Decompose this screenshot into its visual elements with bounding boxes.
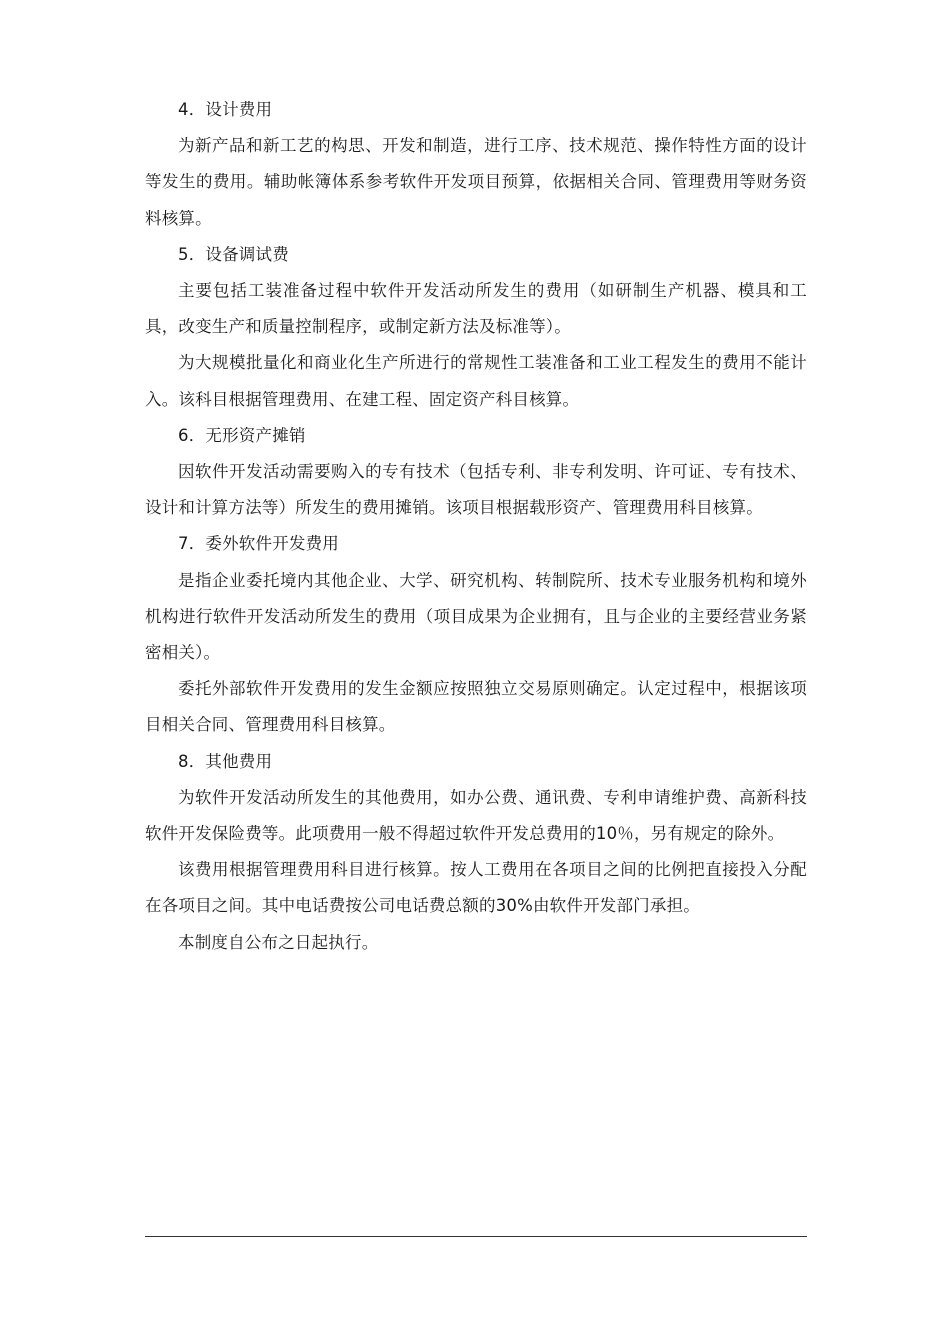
- paragraph-outsourced-pricing: 委托外部软件开发费用的发生金额应按照独立交易原则确定。认定过程中，根据该项目相关合同、管理费用科目核算。: [145, 679, 807, 735]
- section-heading-other-costs: 8．其他费用: [178, 751, 273, 771]
- paragraph-equipment-debugging-scope: 主要包括工装准备过程中软件开发活动所发生的费用（如研制生产机器、模具和工具，改变生产和质量控制程序，或制定新方法及标准等）。: [145, 281, 807, 337]
- paragraph-equipment-debugging-exclusion: 为大规模批量化和商业化生产所进行的常规性工装准备和工业工程发生的费用不能计入。该科目根据管理费用、在建工程、固定资产科目核算。: [145, 353, 807, 409]
- section-heading-intangible-amortization: 6．无形资产摊销: [178, 425, 306, 445]
- paragraph-other-costs-scope: 为软件开发活动所发生的其他费用，如办公费、通讯费、专利申请维护费、高新科技软件开发保险费等。此项费用一般不得超过软件开发总费用的10％，另有规定的除外。: [145, 787, 807, 844]
- paragraph-effective-date: 本制度自公布之日起执行。: [178, 932, 379, 952]
- paragraph-intangible-amortization: 因软件开发活动需要购入的专有技术（包括专利、非专利发明、许可证、专有技术、设计和计算方法等）所发生的费用摊销。该项目根据载形资产、管理费用科目核算。: [145, 462, 807, 518]
- paragraph-design-costs: 为新产品和新工艺的构思、开发和制造，进行工序、技术规范、操作特性方面的设计等发生的费用。辅助帐簿体系参考软件开发项目预算，依据相关合同、管理费用等财务资料核算。: [145, 136, 807, 228]
- document-body: [145, 92, 807, 961]
- section-heading-outsourced-development: 7．委外软件开发费用: [178, 534, 339, 554]
- paragraph-outsourced-definition: 是指企业委托境内其他企业、大学、研究机构、转制院所、技术专业服务机构和境外机构进行软件开发活动所发生的费用（项目成果为企业拥有，且与企业的主要经营业务紧密相关）。: [145, 570, 807, 663]
- section-heading-design-costs: 4．设计费用: [178, 100, 273, 119]
- footer-divider: [145, 1236, 807, 1237]
- section-heading-equipment-debugging: 5．设备调试费: [178, 244, 289, 264]
- paragraph-other-costs-allocation: 该费用根据管理费用科目进行核算。按人工费用在各项目之间的比例把直接投入分配在各项目之间。其中电话费按公司电话费总额的30%由软件开发部门承担。: [145, 860, 807, 916]
